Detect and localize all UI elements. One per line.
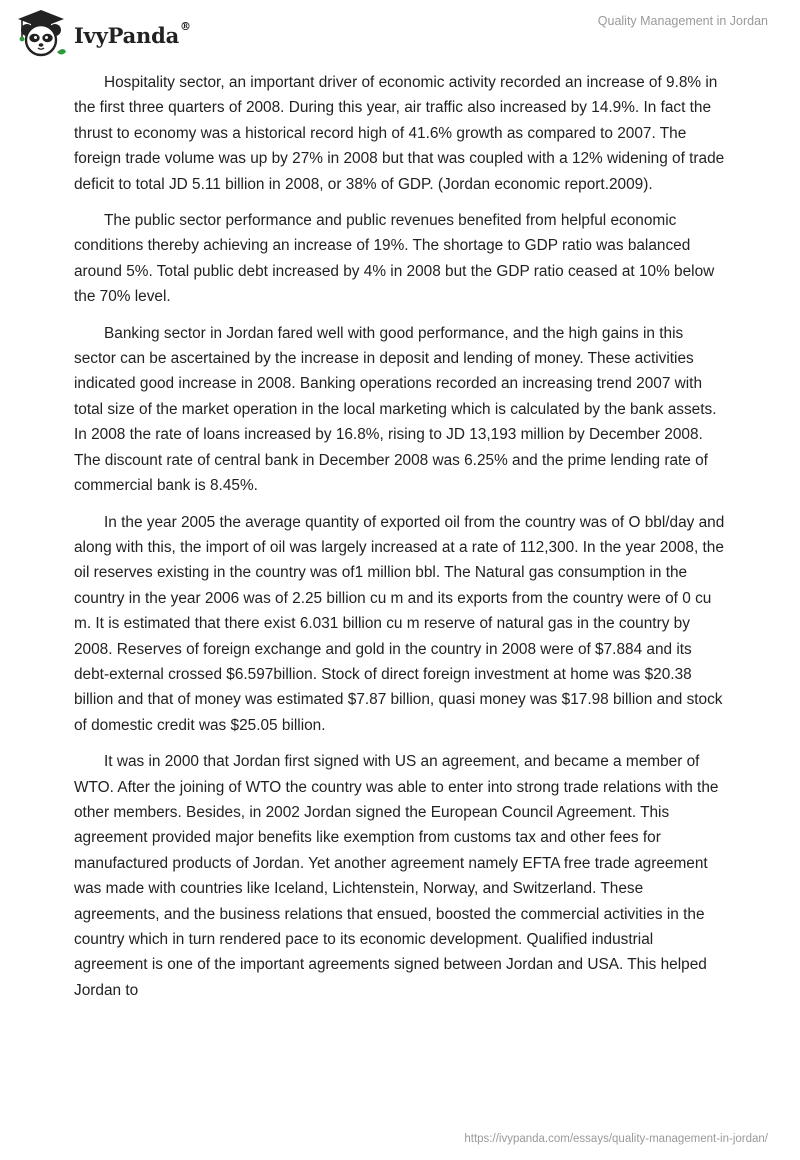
- registered-mark: ®: [180, 19, 191, 33]
- page-header: [0, 0, 800, 70]
- paragraph: Hospitality sector, an important driver of economic activity recorded an increase of 9.8% in the first three quarters of 2008. During this year, air traffic also increased by 14.9%. In fact the thrust to economy was a historical record high of 41.6% growth as compared to 2007. The foreign trade volume was up by 27% in 2008 but that was coupled with a 12% widening of trade deficit to total JD 5.11 billion in 2008, or 38% of GDP. (Jordan economic report.2009).: [74, 74, 725, 193]
- essay-body: [74, 70, 726, 1014]
- source-url[interactable]: https://ivypanda.com/essays/quality-management-in-jordan/: [464, 1133, 768, 1145]
- paragraph: In the year 2005 the average quantity of exported oil from the country was of O bbl/day and along with this, the import of oil was largely increased at a rate of 112,300. In the year 2008, the oil reserves existing in the country was of1 million bbl. The Natural gas consumption in the country in the year 2006 was of 2.25 billion cu m and its exports from the country were of 0 cu m. It is estimated that there exist 6.031 billion cu m reserve of natural gas in the country by 2008. Reserves of foreign exchange and gold in the country in 2008 were of $7.884 and its debt-external crossed $6.597billion. Stock of direct foreign investment at home was $20.38 billion and that of money was estimated $7.87 billion, quasi money was $17.98 billion and stock of domestic credit was $25.05 billion.: [74, 513, 725, 734]
- document-title: Quality Management in Jordan: [597, 14, 768, 28]
- panda-logo-icon: [14, 8, 68, 58]
- paragraph: The public sector performance and public revenues benefited from helpful economic conditions thereby achieving an increase of 19%. The shortage to GDP ratio was balanced around 5%. Total public debt increased by 4% in 2008 but the GDP ratio ceased at 10% below the 70% level.: [74, 212, 715, 306]
- brand-name: IvyPanda®: [74, 19, 191, 48]
- paragraph: Banking sector in Jordan fared well with good performance, and the high gains in this sector can be ascertained by the increase in deposit and lending of money. These activities indicated good increase in 2008. Banking operations recorded an increasing trend 2007 with total size of the market operation in the local marketing which is calculated by the bank assets. In 2008 the rate of loans increased by 16.8%, rising to JD 13,193 million by December 2008. The discount rate of central bank in December 2008 was 6.25% and the prime lending rate of commercial bank is 8.45%.: [74, 324, 717, 495]
- paragraph: It was in 2000 that Jordan first signed with US an agreement, and became a member of WTO. After the joining of WTO the country was able to enter into strong trade relations with the other members. Besides, in 2002 Jordan signed the European Council Agreement. This agreement provided major benefits like exemption from customs tax and other fees for manufactured products of Jordan. Yet another agreement namely EFTA free trade agreement was made with countries like Iceland, Lichtenstein, Norway, and Switzerland. These agreements, and the business relations that ensued, boosted the commercial activities in the country which in turn rendered pace to its economic development. Qualified industrial agreement is one of the important agreements signed between Jordan and USA. This helped Jordan to: [74, 753, 719, 999]
- brand-logo[interactable]: [14, 8, 191, 58]
